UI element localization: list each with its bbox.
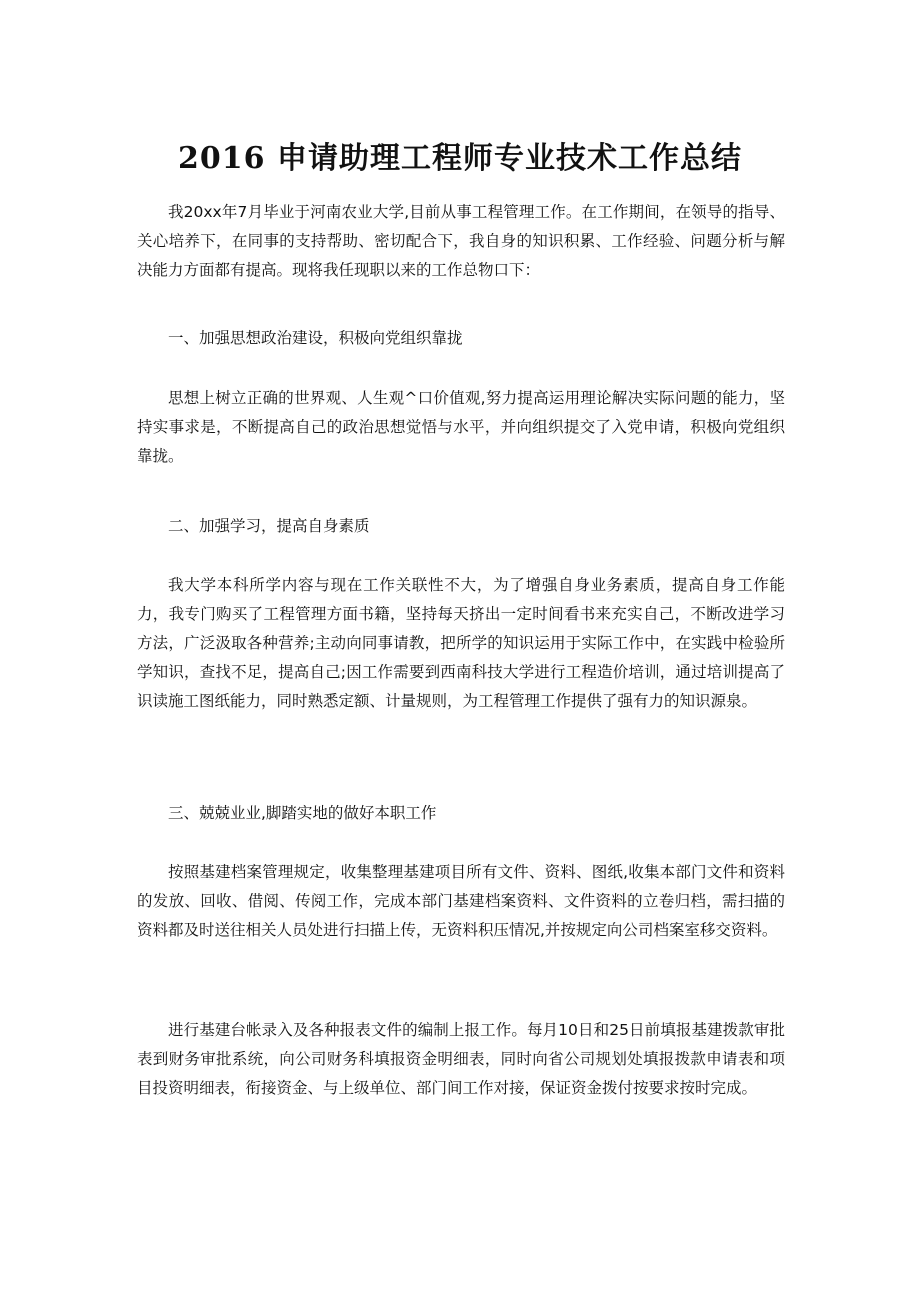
section-3-paragraph-2: 进行基建台帐录入及各种报表文件的编制上报工作。每月10日和25日前填报基建拨款审批表到财务审批系统，向公司财务科填报资金明细表，同时向省公司规划处填报拨款申请表和项目投资明细表，衔接资金、与上级单位、部门间工作对接，保证资金拨付按要求按时完成。 [137, 1021, 785, 1097]
intro-paragraph: 我20xx年7月毕业于河南农业大学,目前从事工程管理工作。在工作期间，在领导的指导、关心培养下，在同事的支持帮助、密切配合下，我自身的知识积累、工作经验、问题分析与解决能力方面都有提高。现将我任现职以来的工作总物口下： [137, 203, 785, 279]
section-1-paragraph: 思想上树立正确的世界观、人生观^口价值观,努力提高运用理论解决实际问题的能力，坚持实事求是，不断提高自己的政治思想觉悟与水平，并向组织提交了入党申请，积极向党组织靠拢。 [137, 389, 785, 465]
section-3-paragraph-1: 按照基建档案管理规定，收集整理基建项目所有文件、资料、图纸,收集本部门文件和资料的发放、回收、借阅、传阅工作，完成本部门基建档案资料、文件资料的立卷归档，需扫描的资料都及时送往相关人员处进行扫描上传，无资料积压情况,并按规定向公司档案室移交资料。 [137, 863, 785, 939]
section-heading-1: 一、加强思想政治建设，积极向党组织靠拢 [168, 329, 463, 347]
section-heading-2: 二、加强学习，提高自身素质 [168, 517, 370, 535]
section-2-paragraph: 我大学本科所学内容与现在工作关联性不大，为了增强自身业务素质，提高自身工作能力，我专门购买了工程管理方面书籍，坚持每天挤出一定时间看书来充实自己，不断改进学习方法，广泛汲取各种营养;主动向同事请教，把所学的知识运用于实际工作中，在实践中检验所学知识，查找不足，提高自己;因工作需要到西南科技大学进行工程造价培训，通过培训提高了识读施工图纸能力，同时熟悉定额、计量规则，为工程管理工作提供了强有力的知识源泉。 [137, 576, 785, 710]
document-title: 2016 申请助理工程师专业技术工作总结 [178, 141, 742, 176]
section-heading-3: 三、兢兢业业,脚踏实地的做好本职工作 [168, 804, 437, 822]
